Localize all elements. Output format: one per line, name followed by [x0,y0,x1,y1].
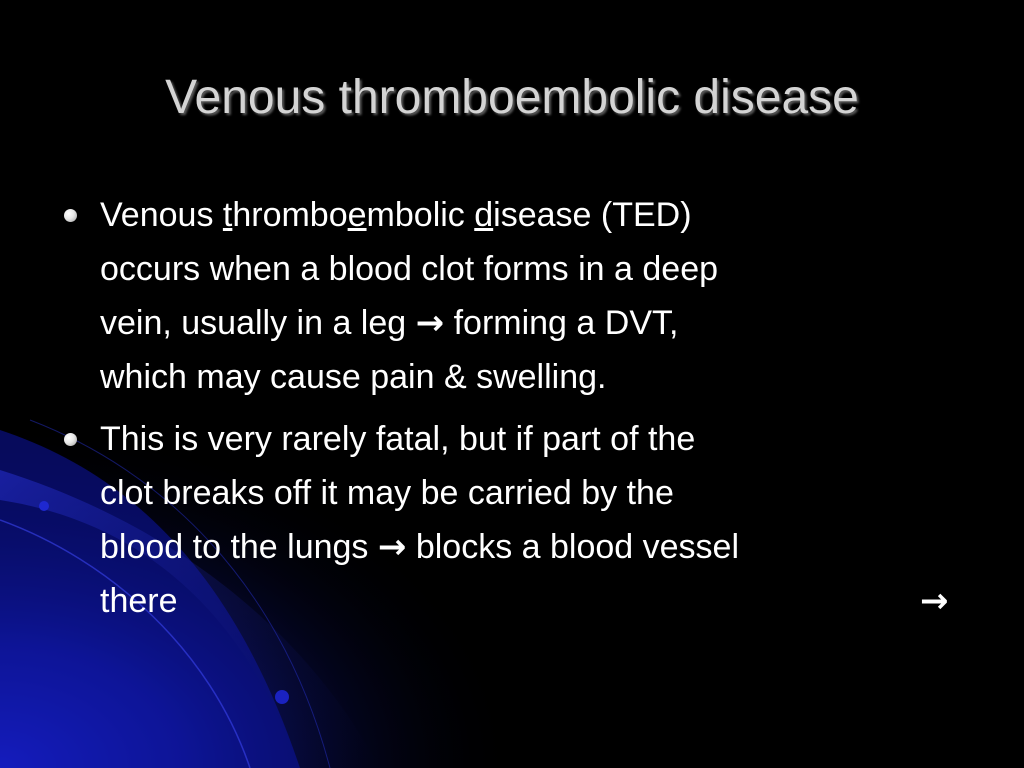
bullet-line [100,296,982,350]
bullet-dot-icon [64,209,77,222]
bullet-text: Venous [100,196,223,234]
right-arrow-icon: → [415,303,445,343]
slide-title: Venous thromboembolic disease [165,71,859,124]
bullet-dot-icon [64,433,77,446]
bullet-text: occurs when a blood clot forms in a deep [100,250,719,288]
bullet-line [100,188,982,242]
bullet-text: blocks a blood vessel [406,528,740,566]
bullet-text: isease (TED) [493,196,692,234]
bullet-text: there [100,582,178,620]
right-arrow-icon: → [377,527,407,567]
bullet-text: mbolic [366,196,475,234]
bullet-line [100,242,982,296]
bullet-list [62,188,982,636]
bullet-item [62,412,982,628]
bullet-item [62,188,982,404]
bullet-text: This is very rarely fatal, but if part of the [100,420,696,458]
bullet-line [100,466,982,520]
bullet-line [100,412,982,466]
bullet-text: hrombo [232,196,348,234]
bullet-text: which may cause pain & swelling. [100,358,607,396]
underlined-letter: t [222,196,233,234]
bullet-text: blood to the lungs [100,528,378,566]
underlined-letter: e [347,196,367,234]
bullet-text: vein, usually in a leg [100,304,416,342]
underlined-letter: d [474,196,494,234]
bullet-text: clot breaks off it may be carried by the [100,474,674,512]
bullet-line [100,520,982,574]
right-arrow-icon: → [920,581,949,621]
bullet-text: forming a DVT, [444,304,679,342]
bullet-line [100,350,982,404]
bullet-line [100,574,982,628]
